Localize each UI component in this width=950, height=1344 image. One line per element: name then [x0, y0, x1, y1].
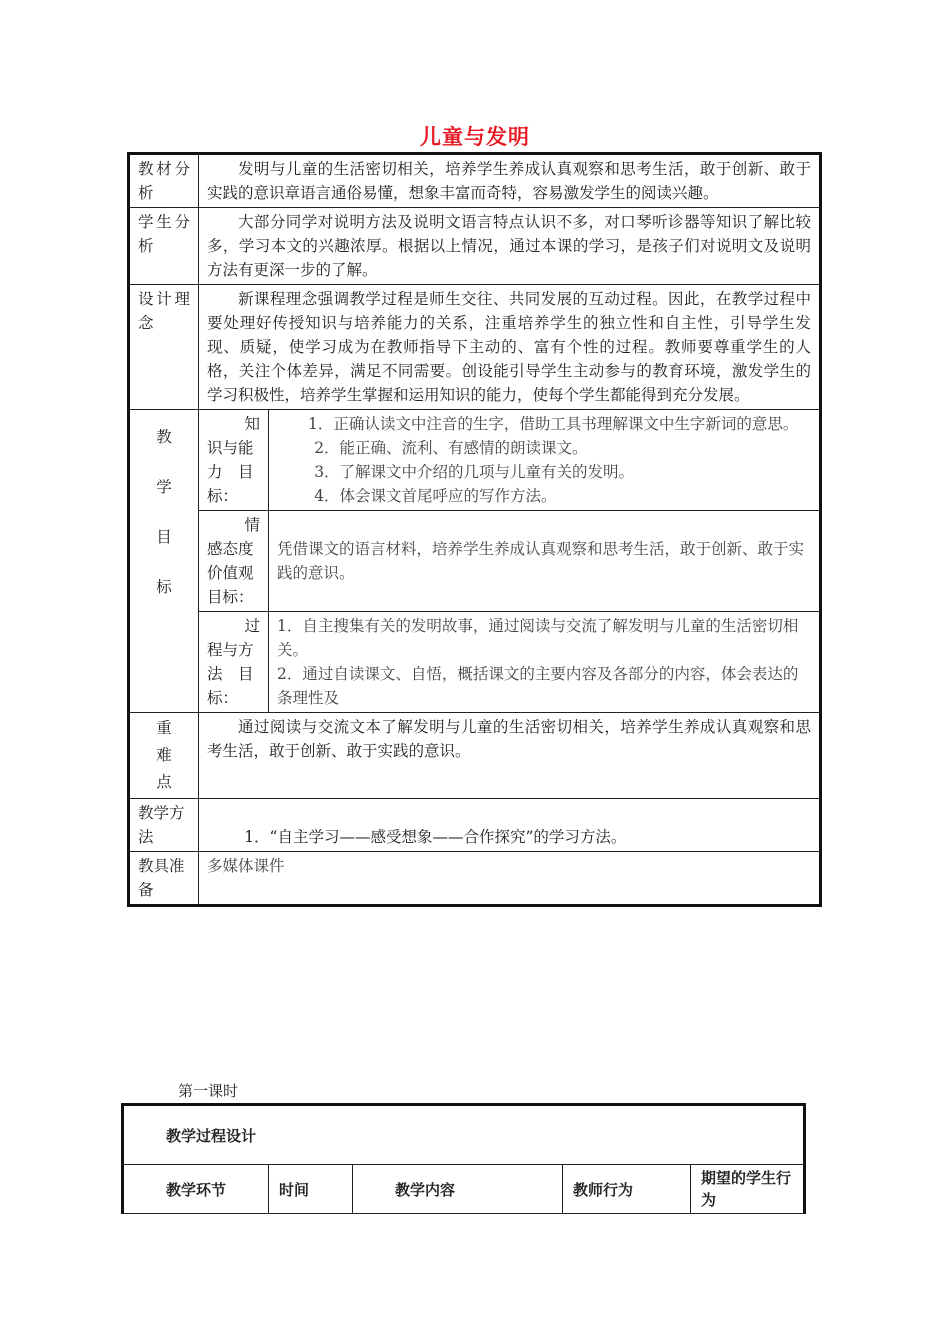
design-concept-label: 设计理念: [129, 285, 199, 410]
knowledge-goal-item: 2．能正确、流利、有感情的朗读课文。: [314, 439, 588, 457]
material-analysis-text: 发明与儿童的生活密切相关，培养学生养成认真观察和思考生活，敢于创新、敢于实践的意识章语言通俗易懂，想象丰富而奇特，容易激发学生的阅读兴趣。: [199, 154, 821, 208]
process-goal-row: [129, 612, 821, 713]
column-header: 期望的学生行为: [691, 1165, 805, 1214]
tools-row: [129, 852, 821, 906]
process-table-header-row: [123, 1165, 805, 1214]
key-points-label: 重 难 点: [129, 713, 199, 799]
material-analysis-label: 教材分析: [129, 154, 199, 208]
key-points-row: [129, 713, 821, 799]
process-goal-label: 过 程与方法 目标：: [199, 612, 269, 713]
design-concept-row: [129, 285, 821, 410]
knowledge-goal-item: 1．正确认读文中注音的生字，借助工具书理解课文中生字新词的意思。: [308, 415, 799, 433]
process-goal-item: 2．通过自读课文、自悟，概括课文的主要内容及各部分的内容，体会表达的条理性及: [277, 665, 799, 707]
knowledge-goal-item: 4．体会课文首尾呼应的写作方法。: [314, 487, 557, 505]
process-goal-list: [269, 612, 821, 713]
process-goal-item: 1．自主搜集有关的发明故事，通过阅读与交流了解发明与儿童的生活密切相关。: [277, 617, 799, 659]
knowledge-goal-item: 3．了解课文中介绍的几项与儿童有关的发明。: [314, 463, 635, 481]
document-title: 儿童与发明: [420, 125, 530, 149]
process-table-title: 教学过程设计: [123, 1105, 805, 1165]
knowledge-goal-list: [269, 410, 821, 511]
student-analysis-row: [129, 208, 821, 285]
design-concept-text: 新课程理念强调教学过程是师生交往、共同发展的互动过程。因此，在教学过程中要处理好传授知识与培养能力的关系，注重培养学生的独立性和自主性，引导学生发现、质疑，使学习成为在教师指导下主动的、富有个性的过程。教师要尊重学生的人格，关注个体差异，满足不同需要。创设能引导学生主动参与的教育环境，激发学生的学习积极性，培养学生掌握和运用知识的能力，使每个学生都能得到充分发展。: [199, 285, 821, 410]
column-header: 时间: [269, 1165, 353, 1214]
method-row: [129, 799, 821, 852]
student-analysis-label: 学生分析: [129, 208, 199, 285]
material-analysis-row: [129, 154, 821, 208]
method-text: 1．“自主学习——感受想象——合作探究”的学习方法。: [199, 799, 821, 852]
key-points-text: 通过阅读与交流文本了解发明与儿童的生活密切相关，培养学生养成认真观察和思考生活，敢于创新、敢于实践的意识。: [199, 713, 821, 799]
tools-text: 多媒体课件: [199, 852, 821, 906]
emotion-goal-label: 情 感态度价值观目标：: [199, 511, 269, 612]
student-analysis-text: 大部分同学对说明方法及说明文语言特点认识不多，对口琴听诊器等知识了解比较多，学习本文的兴趣浓厚。根据以上情况，通过本课的学习，是孩子们对说明文及说明方法有更深一步的了解。: [199, 208, 821, 285]
knowledge-goal-label: 知 识与能力 目标：: [199, 410, 269, 511]
teaching-goals-label: 教 学 目 标: [129, 410, 199, 713]
lesson-plan-table: [127, 152, 822, 907]
tools-label: 教具准备: [129, 852, 199, 906]
lesson-label: 第一课时: [178, 1082, 239, 1100]
method-label: 教学方法: [129, 799, 199, 852]
knowledge-goal-row: [129, 410, 821, 511]
process-design-table: [121, 1103, 806, 1214]
column-header: 教学内容: [353, 1165, 563, 1214]
column-header: 教师行为: [563, 1165, 691, 1214]
emotion-goal-row: [129, 511, 821, 612]
emotion-goal-text: 凭借课文的语言材料，培养学生养成认真观察和思考生活，敢于创新、敢于实践的意识。: [269, 511, 821, 612]
column-header: 教学环节: [123, 1165, 269, 1214]
process-table-title-row: [123, 1105, 805, 1165]
